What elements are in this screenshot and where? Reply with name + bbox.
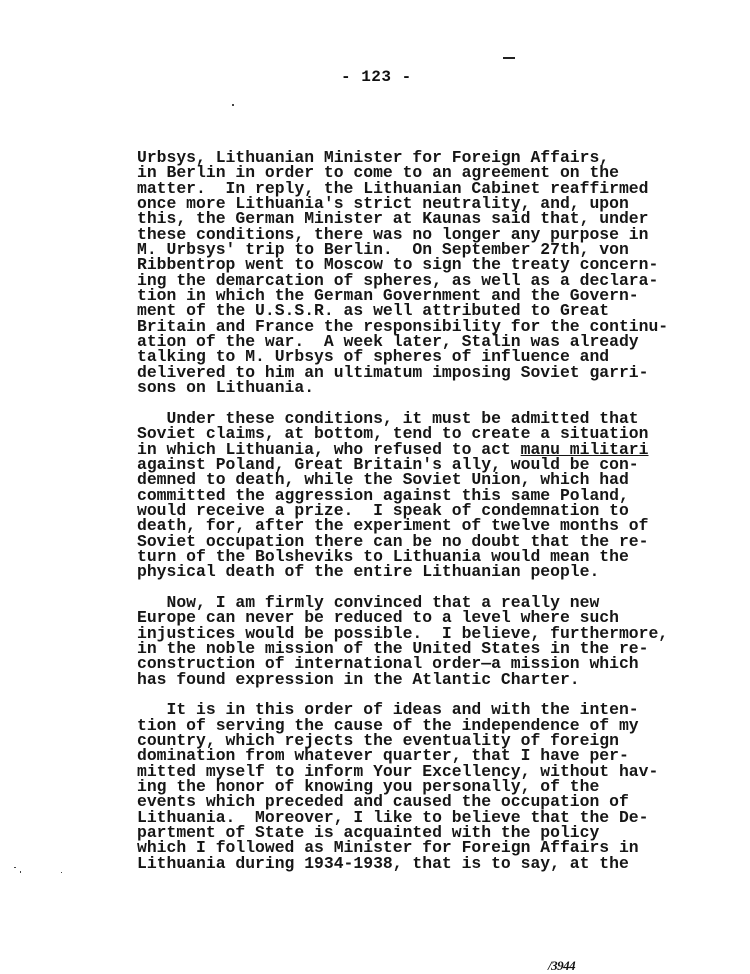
text-line: turn of the Bolsheviks to Lithuania would mean the [137, 546, 629, 566]
text-line: tion in which the German Government and the Govern- [137, 286, 639, 306]
text-line: delivered to him an ultimatum imposing Soviet garri- [137, 362, 649, 382]
scan-speck [14, 867, 16, 868]
paragraph-3 [137, 592, 669, 689]
text-line: Britain and France the responsibility for the continu- [137, 316, 669, 336]
text-line: death, for, after the experiment of twelve months of [137, 516, 649, 536]
text-line: against Poland, Great Britain's ally, would be con- [137, 454, 639, 474]
paragraph-2 [137, 408, 649, 582]
text-line: Now, I am firmly convinced that a really new [137, 592, 600, 612]
text-line: ing the honor of knowing you personally, of the [137, 777, 600, 797]
text-line: committed the aggression against this same Poland, [137, 485, 629, 505]
text-line: Under these conditions, it must be admitted that [137, 408, 639, 428]
letter-body [137, 148, 669, 873]
text-line: in Berlin in order to come to an agreement on the [137, 163, 619, 183]
text-line: physical death of the entire Lithuanian people. [137, 562, 600, 582]
text-line: tion of serving the cause of the independence of my [137, 715, 639, 735]
text-line: Ribbentrop went to Moscow to sign the treaty concern- [137, 255, 659, 275]
text-line: matter. In reply, the Lithuanian Cabinet reaffirmed [137, 178, 649, 198]
text-line: in the noble mission of the United States in the re- [137, 639, 649, 658]
text-line: which I followed as Minister for Foreign Affairs in [137, 838, 639, 858]
text-line: Soviet occupation there can be no doubt that the re- [137, 531, 649, 551]
text-line: this, the German Minister at Kaunas said that, under [137, 209, 649, 229]
text-line: these conditions, there was no longer any purpose in [137, 224, 649, 244]
text-line: country, which rejects the eventuality of foreign [137, 731, 619, 751]
text-line: Lithuania during 1934-1938, that is to say, at the [137, 853, 629, 873]
text-line: has found expression in the Atlantic Charter. [137, 669, 580, 689]
text-line: construction of international order—a mission which [137, 654, 639, 674]
text-line: Europe can never be reduced to a level where such [137, 608, 619, 628]
text-line: domination from whatever quarter, that I have per- [137, 746, 629, 766]
text-line: injustices would be possible. I believe, furthermore, [137, 623, 669, 643]
scan-speck [20, 871, 21, 873]
underlined-phrase: manu militari [520, 439, 649, 459]
paragraph-1 [137, 148, 669, 398]
text-line: It is in this order of ideas and with the inten- [137, 700, 639, 720]
text-line: ing the demarcation of spheres, as well as a declara- [137, 270, 659, 290]
text-line: once more Lithuania's strict neutrality, and, upon [137, 194, 629, 214]
text-line: would receive a prize. I speak of condemnation to [137, 500, 629, 520]
text-line: Lithuania. Moreover, I like to believe that the De- [137, 807, 649, 827]
page-number: - 123 - [341, 68, 412, 86]
paragraph-4 [137, 700, 659, 873]
top-mark [503, 57, 515, 59]
text-line: M. Urbsys' trip to Berlin. On September 27th, von [137, 240, 629, 260]
text-line: ment of the U.S.S.R. as well attributed to Great [137, 301, 610, 321]
text-line: Urbsys, Lithuanian Minister for Foreign Affairs, [137, 148, 610, 167]
text-line: Soviet claims, at bottom, tend to create a situation [137, 424, 649, 444]
scan-speck [232, 104, 234, 106]
text-line: sons on Lithuania. [137, 378, 315, 398]
text-fragment: in which Lithuania, who refused to act [137, 439, 521, 459]
text-line: talking to M. Urbsys of spheres of influence and [137, 347, 610, 367]
text-line: ation of the war. A week later, Stalin was already [137, 332, 639, 352]
text-line: events which preceded and caused the occupation of [137, 792, 629, 812]
text-line: mitted myself to inform Your Excellency, without hav- [137, 761, 659, 781]
scan-speck [61, 872, 62, 873]
text-line: demned to death, while the Soviet Union, which had [137, 470, 629, 490]
text-line: partment of State is acquainted with the policy [137, 823, 600, 843]
archive-stamp: /3944 [548, 958, 576, 973]
